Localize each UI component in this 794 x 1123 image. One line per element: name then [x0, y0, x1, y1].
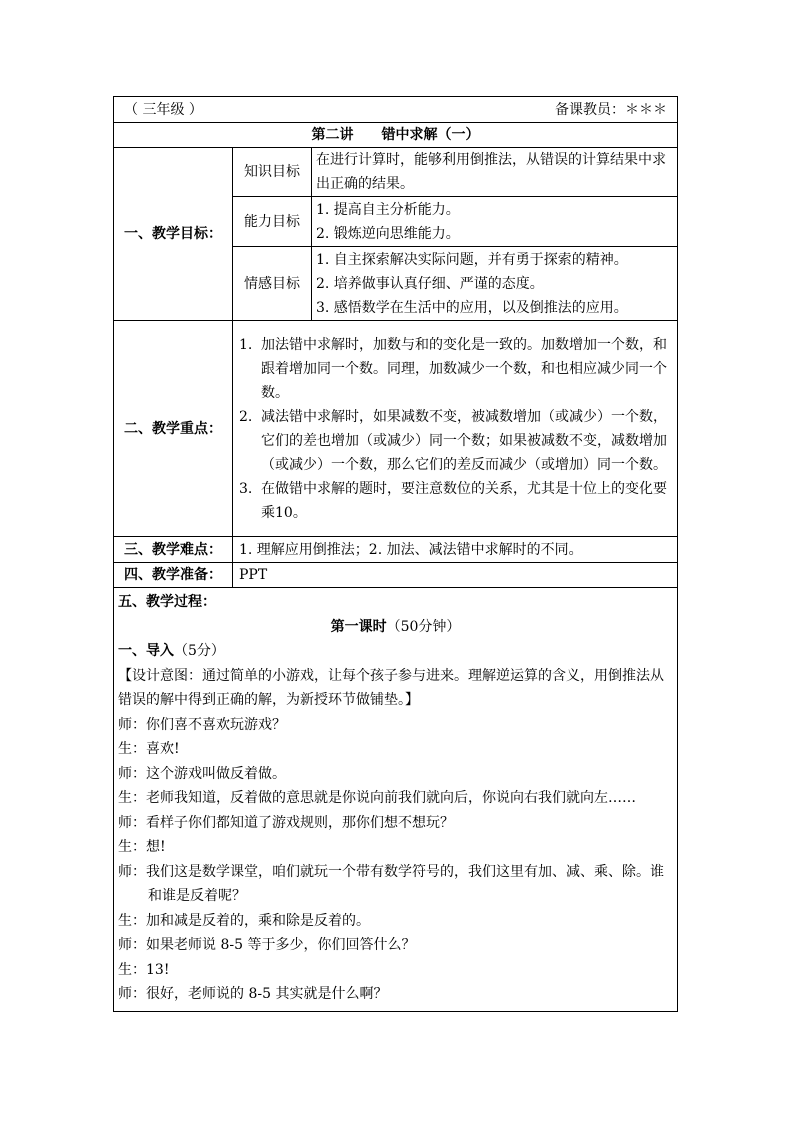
objective-label: 知识目标 — [233, 148, 312, 197]
item-number: 1. — [239, 336, 253, 353]
lesson-session-duration: （50分钟） — [386, 618, 461, 635]
difficulties-section-label: 三、教学难点： — [114, 537, 233, 563]
dialogue-line: 师：看样子你们都知道了游戏规则，那你们想不想玩？ — [118, 814, 454, 831]
intro-title: 一、导入 — [118, 643, 174, 659]
process-section-label: 五、教学过程： — [118, 594, 216, 610]
process-row — [114, 588, 678, 1012]
grade-label: （ 三年级 ） — [124, 101, 203, 118]
item-number: 2. — [239, 408, 253, 425]
dialogue-line: 生：加和减是反着的，乘和除是反着的。 — [118, 912, 370, 929]
list-item — [239, 477, 669, 525]
objective-item: 3. 感悟数学在生活中的应用，以及倒推法的应用。 — [316, 299, 628, 316]
dialogue-line: 师：这个游戏叫做反着做。 — [118, 765, 286, 782]
item-text: 加法错中求解时，加数与和的变化是一致的。加数增加一个数，和跟着增加同一个数。同理，加数减少一个数，和也相应减少同一个数。 — [261, 336, 667, 401]
difficulties-text: 1. 理解应用倒推法；2. 加法、减法错中求解时的不同。 — [233, 537, 678, 563]
header-row — [114, 97, 678, 123]
objective-item: 2. 培养做事认真仔细、严谨的态度。 — [316, 275, 544, 292]
title-row — [114, 123, 678, 148]
objective-label: 能力目标 — [233, 197, 312, 247]
lesson-plan-page — [113, 96, 677, 1012]
item-text: 在做错中求解的题时，要注意数位的关系，尤其是十位上的变化要乘10。 — [261, 480, 667, 521]
dialogue-line: 生：想! — [118, 839, 166, 855]
dialogue-line: 师：很好，老师说的 8-5 其实就是什么啊？ — [118, 986, 388, 1002]
list-item — [239, 333, 669, 405]
dialogue-line: 生：老师我知道，反着做的意思就是你说向前我们就向后，你说向右我们就向左…… — [118, 790, 636, 806]
lesson-session-title: 第一课时 — [330, 618, 387, 635]
dialogue-line: 师：你们喜不喜欢玩游戏？ — [118, 716, 286, 733]
list-item — [239, 405, 669, 477]
lesson-title: 第二讲 错中求解（一） — [114, 123, 678, 148]
objective-item: 1. 自主探索解决实际问题，并有勇于探索的精神。 — [316, 251, 628, 268]
lesson-session-heading — [118, 615, 673, 640]
objectives-section-label: 一、教学目标： — [114, 148, 233, 321]
objective-item: 2. 锻炼逆向思维能力。 — [316, 225, 460, 242]
preparation-row — [114, 563, 678, 588]
preparation-text: PPT — [233, 563, 678, 588]
dialogue-line: 师：如果老师说 8-5 等于多少，你们回答什么？ — [118, 937, 416, 953]
design-intent: 【设计意图：通过简单的小游戏，让每个孩子参与进来。理解逆运算的含义，用倒推法从错误的解中得到正确的解，为新授环节做铺垫。】 — [118, 667, 664, 708]
difficulties-row — [114, 537, 678, 563]
lesson-plan-table — [113, 96, 678, 1012]
objective-item: 1. 提高自主分析能力。 — [316, 201, 460, 218]
dialogue-line: 师：我们这是数学课堂，咱们就玩一个带有数学符号的，我们这里有加、减、乘、除。谁和谁是反着呢？ — [118, 863, 664, 904]
key-points-list — [239, 333, 669, 525]
objective-text: 在进行计算时，能够利用倒推法，从错误的计算结果中求出正确的结果。 — [312, 148, 678, 197]
objective-label: 情感目标 — [233, 247, 312, 321]
intro-heading — [118, 639, 673, 664]
item-number: 3. — [239, 480, 253, 497]
teacher-label: 备课教员：＊＊＊ — [555, 101, 668, 118]
dialogue-line: 生：13! — [118, 961, 170, 978]
key-points-section-label: 二、教学重点： — [114, 321, 233, 537]
intro-duration: （5分） — [174, 643, 225, 659]
preparation-section-label: 四、教学准备： — [114, 563, 233, 588]
dialogue-line: 生：喜欢! — [118, 741, 180, 757]
objective-row-knowledge — [114, 148, 678, 197]
key-points-row — [114, 321, 678, 537]
item-text: 减法错中求解时，如果减数不变，被减数增加（或减少）一个数，它们的差也增加（或减少）同一个数；如果被减数不变，减数增加（或减少）一个数，那么它们的差反而减少（或增加）同一个数。 — [261, 408, 667, 473]
